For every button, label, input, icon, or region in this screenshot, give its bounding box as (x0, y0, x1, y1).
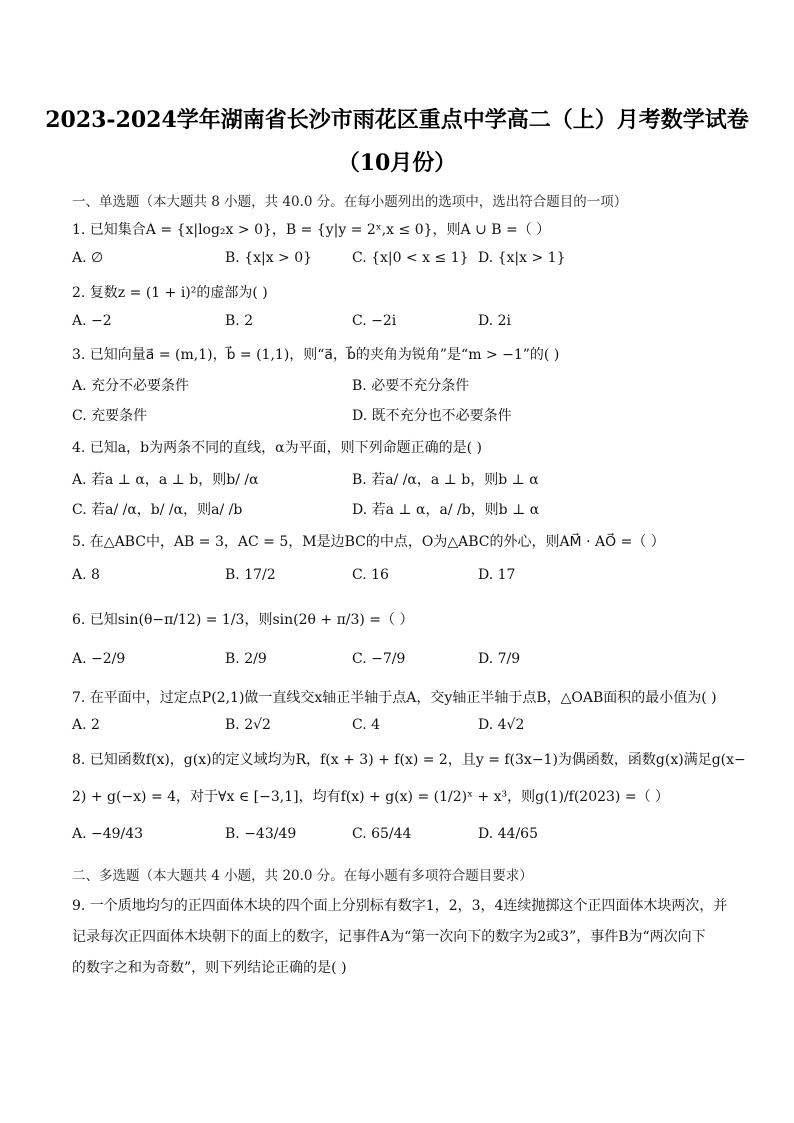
question-2-option-b: B. 2 (225, 313, 254, 329)
question-6-option-a: A. −2/9 (72, 651, 126, 667)
question-3-option-c: C. 充要条件 (72, 408, 148, 424)
question-9-stem-line-3: 的数字之和为奇数”，则下列结论正确的是( ) (72, 960, 347, 976)
question-6-stem: 6. 已知sin(θ−π/12) = 1/3，则sin(2θ + π/3) =（ ） (72, 612, 414, 628)
question-8-option-b: B. −43/49 (225, 826, 297, 842)
question-2-option-d: D. 2i (478, 313, 512, 329)
question-7-option-c: C. 4 (352, 717, 381, 733)
question-5-option-d: D. 17 (478, 567, 516, 583)
question-8-option-c: C. 65/44 (352, 826, 412, 842)
question-5-stem: 5. 在△ABC中，AB = 3，AC = 5，M是边BC的中点，O为△ABC的外心，则AM⃗ · AO⃗ =（ ） (72, 534, 665, 550)
question-7-option-a: A. 2 (72, 717, 100, 733)
question-2-stem: 2. 复数z = (1 + i)²的虚部为( ) (72, 285, 268, 301)
question-1-option-b: B. {x|x > 0} (225, 250, 313, 266)
question-3-stem: 3. 已知向量a⃗ = (m,1)，b⃗ = (1,1)，则“a⃗，b⃗的夹角为锐角”是“m > −1”的( ) (72, 347, 560, 363)
question-4-option-b: B. 若a/ /α，a ⊥ b，则b ⊥ α (352, 472, 539, 488)
question-8-option-a: A. −49/43 (72, 826, 144, 842)
question-9-stem-line-1: 9. 一个质地均匀的正四面体木块的四个面上分别标有数字1，2，3，4连续抛掷这个正四面体木块两次，并 (72, 898, 728, 914)
question-5-option-c: C. 16 (352, 567, 389, 583)
question-4-option-c: C. 若a/ /α，b/ /α，则a/ /b (72, 502, 243, 518)
question-8-stem-line-2: 2) + g(−x) = 4，对于∀x ∈ [−3,1]，均有f(x) + g(x) = (1/2)ˣ + x³，则g(1)/f(2023) =（ ） (72, 789, 670, 805)
question-8-stem-line-1: 8. 已知函数f(x)，g(x)的定义域均为R，f(x + 3) + f(x) = 2，且y = f(3x−1)为偶函数，函数g(x)满足g(x− (72, 752, 746, 768)
question-3-option-b: B. 必要不充分条件 (352, 378, 470, 394)
question-7-stem: 7. 在平面中，过定点P(2,1)做一直线交x轴正半轴于点A，交y轴正半轴于点B，△OAB面积的最小值为( ) (72, 690, 717, 706)
question-4-option-a: A. 若a ⊥ α，a ⊥ b，则b/ /α (72, 472, 259, 488)
question-6-option-b: B. 2/9 (225, 651, 267, 667)
question-6-option-c: C. −7/9 (352, 651, 406, 667)
question-7-option-b: B. 2√2 (225, 717, 271, 733)
question-1-option-c: C. {x|0 < x ≤ 1} (352, 250, 469, 266)
exam-title-subtitle: （10月份） (337, 150, 457, 176)
question-8-option-d: D. 44/65 (478, 826, 538, 842)
question-1-stem: 1. 已知集合A = {x|log₂x > 0}，B = {y|y = 2ˣ,x ≤ 0}，则A ∪ B =（ ） (72, 222, 551, 238)
exam-title: 2023-2024学年湖南省长沙市雨花区重点中学高二（上）月考数学试卷 (45, 107, 749, 133)
question-1-option-a: A. ∅ (72, 250, 104, 266)
question-3-option-d: D. 既不充分也不必要条件 (352, 408, 512, 424)
question-4-stem: 4. 已知a，b为两条不同的直线，α为平面，则下列命题正确的是( ) (72, 440, 482, 456)
section-heading-single-choice: 一、单选题（本大题共 8 小题，共 40.0 分。在每小题列出的选项中，选出符合题目的一项） (72, 194, 628, 210)
question-4-option-d: D. 若a ⊥ α，a/ /b，则b ⊥ α (352, 502, 540, 518)
section-heading-multiple-choice: 二、多选题（本大题共 4 小题，共 20.0 分。在每小题有多项符合题目要求） (72, 868, 533, 884)
question-6-option-d: D. 7/9 (478, 651, 521, 667)
question-2-option-c: C. −2i (352, 313, 397, 329)
question-1-option-d: D. {x|x > 1} (478, 250, 566, 266)
question-5-option-a: A. 8 (72, 567, 100, 583)
question-2-option-a: A. −2 (72, 313, 112, 329)
question-9-stem-line-2: 记录每次正四面体木块朝下的面上的数字，记事件A为“第一次向下的数字为2或3”，事件B为“两次向下 (72, 929, 706, 945)
question-3-option-a: A. 充分不必要条件 (72, 378, 190, 394)
question-5-option-b: B. 17/2 (225, 567, 276, 583)
question-7-option-d: D. 4√2 (478, 717, 525, 733)
